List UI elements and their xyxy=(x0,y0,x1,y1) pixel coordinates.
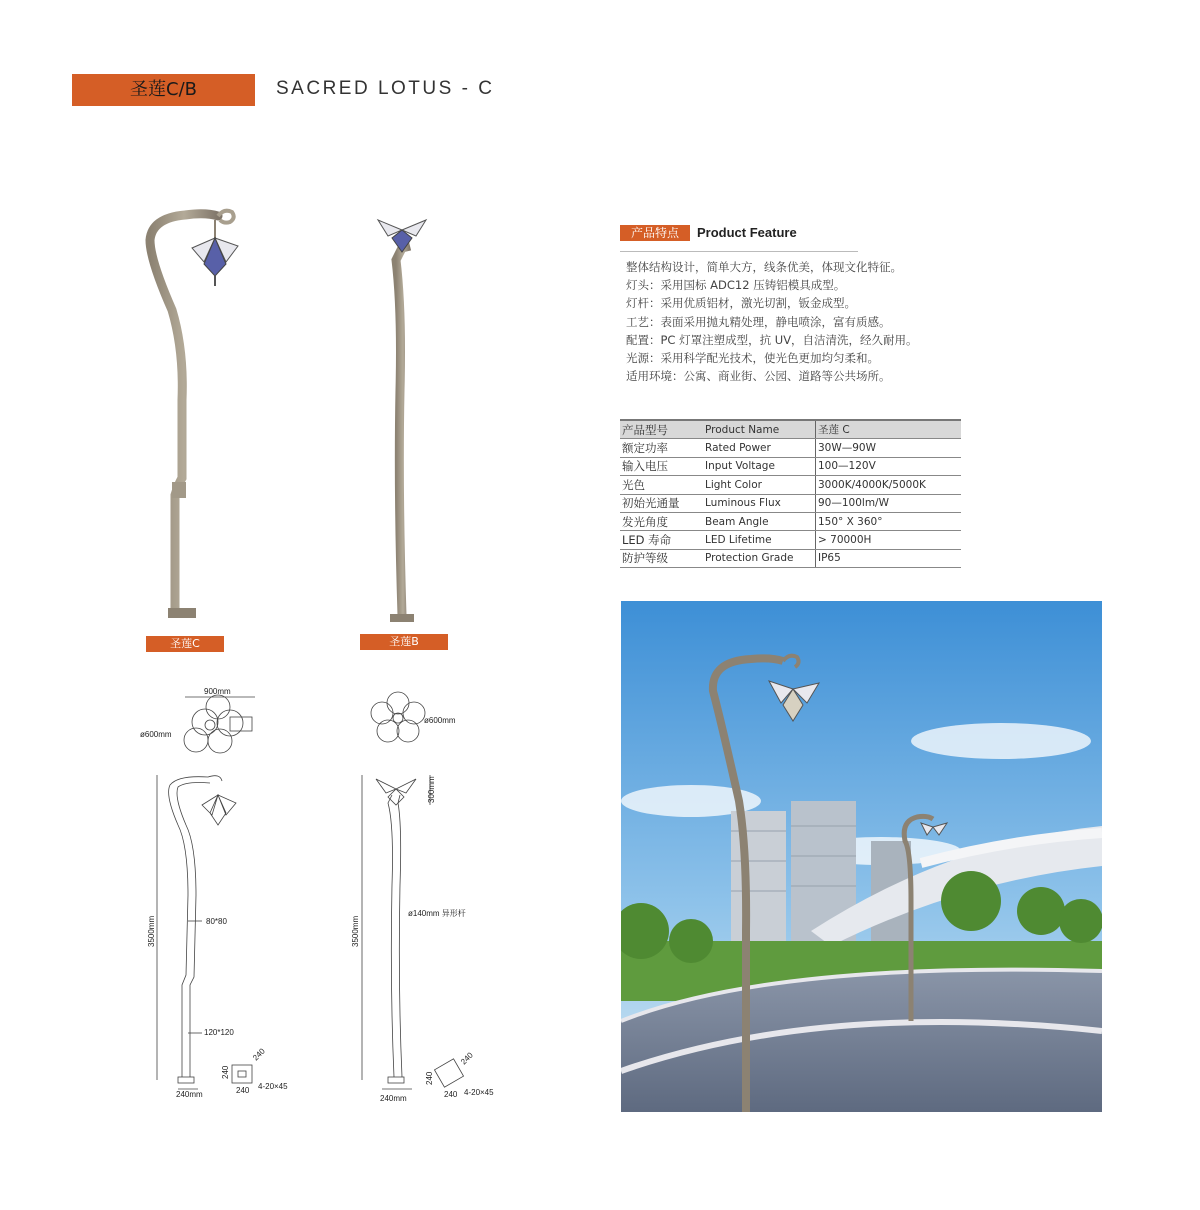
spec-en: Light Color xyxy=(702,476,816,494)
c-top-width: 900mm xyxy=(204,687,231,696)
b-base-w: 240 xyxy=(444,1090,458,1099)
spec-cn: 防护等级 xyxy=(620,549,702,567)
c-lower-section: 120*120 xyxy=(204,1028,234,1037)
model-c-label: 圣莲C xyxy=(146,636,224,652)
c-bolts: 4-20×45 xyxy=(258,1082,288,1091)
feature-line: 整体结构设计，简单大方，线条优美，体现文化特征。 xyxy=(626,260,902,274)
page-title: SACRED LOTUS - C xyxy=(276,78,495,99)
lamp-b-top-view xyxy=(371,692,425,742)
spec-en: Beam Angle xyxy=(702,512,816,530)
c-base-width: 240mm xyxy=(176,1090,203,1099)
b-base-h: 240 xyxy=(425,1071,434,1085)
feature-divider xyxy=(620,251,858,252)
feature-line: 灯杆：采用优质铝材，激光切割，钣金成型。 xyxy=(626,296,856,311)
spec-value: 150° X 360° xyxy=(816,512,962,530)
spec-cn: 光色 xyxy=(620,476,702,494)
product-renders xyxy=(120,190,480,630)
lamp-b-render xyxy=(378,220,426,622)
b-top-diameter: ø600mm xyxy=(424,716,456,725)
spec-en: Luminous Flux xyxy=(702,494,816,512)
spec-en: Product Name xyxy=(702,420,816,439)
spec-value: 30W—90W xyxy=(816,439,962,457)
c-height: 3500mm xyxy=(147,915,156,947)
table-row xyxy=(620,476,961,494)
feature-line: 工艺：表面采用抛丸精处理，静电喷涂，富有质感。 xyxy=(626,314,891,329)
technical-drawings xyxy=(130,685,510,1105)
spec-table xyxy=(620,419,961,568)
lamp-c-elevation xyxy=(157,775,252,1089)
spec-value: 90—100lm/W xyxy=(816,494,962,512)
table-row xyxy=(620,439,961,457)
spec-cn: LED 寿命 xyxy=(620,531,702,549)
b-height: 3500mm xyxy=(351,915,360,947)
c-top-diameter: ø600mm xyxy=(140,730,172,739)
spec-en: Input Voltage xyxy=(702,457,816,475)
spec-cn: 初始光通量 xyxy=(620,494,702,512)
c-base-w: 240 xyxy=(236,1086,250,1095)
c-base-diag: 240 xyxy=(251,1046,267,1063)
table-row xyxy=(620,549,961,567)
b-base-width: 240mm xyxy=(380,1094,407,1103)
spec-cn: 输入电压 xyxy=(620,457,702,475)
spec-cn: 发光角度 xyxy=(620,512,702,530)
feature-line: 适用环境：公寓、商业街、公园、道路等公共场所。 xyxy=(626,369,891,384)
spec-en: LED Lifetime xyxy=(702,531,816,549)
feature-line: 光源：采用科学配光技术，使光色更加均匀柔和。 xyxy=(626,351,879,366)
b-pole-spec: ø140mm 异形杆 xyxy=(408,909,466,918)
spec-value: > 70000H xyxy=(816,531,962,549)
table-row xyxy=(620,531,961,549)
table-row xyxy=(620,457,961,475)
spec-value: IP65 xyxy=(816,549,962,567)
scene-photo xyxy=(621,601,1102,1112)
feature-badge: 产品特点 xyxy=(620,225,690,241)
feature-line: 配置：PC 灯罩注塑成型，抗 UV，自洁清洗，经久耐用。 xyxy=(626,332,918,347)
lamp-b-elevation xyxy=(362,775,464,1089)
c-upper-section: 80*80 xyxy=(206,917,227,926)
title-badge: 圣莲C/B xyxy=(72,74,255,106)
b-bolts: 4-20×45 xyxy=(464,1088,494,1097)
spec-en: Protection Grade xyxy=(702,549,816,567)
feature-list xyxy=(626,258,956,385)
spec-value: 圣莲 C xyxy=(816,420,962,439)
table-row xyxy=(620,420,961,439)
feature-title: Product Feature xyxy=(697,225,797,240)
lamp-c-render xyxy=(150,211,238,618)
spec-value: 100—120V xyxy=(816,457,962,475)
b-head-height: 300mm xyxy=(427,776,436,803)
b-base-diag: 240 xyxy=(459,1050,475,1067)
spec-en: Rated Power xyxy=(702,439,816,457)
c-base-h: 240 xyxy=(221,1065,230,1079)
spec-cn: 额定功率 xyxy=(620,439,702,457)
spec-value: 3000K/4000K/5000K xyxy=(816,476,962,494)
spec-cn: 产品型号 xyxy=(620,420,702,439)
model-b-label: 圣莲B xyxy=(360,634,448,650)
lamp-c-top-view xyxy=(184,695,252,753)
table-row xyxy=(620,512,961,530)
table-row xyxy=(620,494,961,512)
feature-line: 灯头：采用国标 ADC12 压铸铝模具成型。 xyxy=(626,278,846,293)
